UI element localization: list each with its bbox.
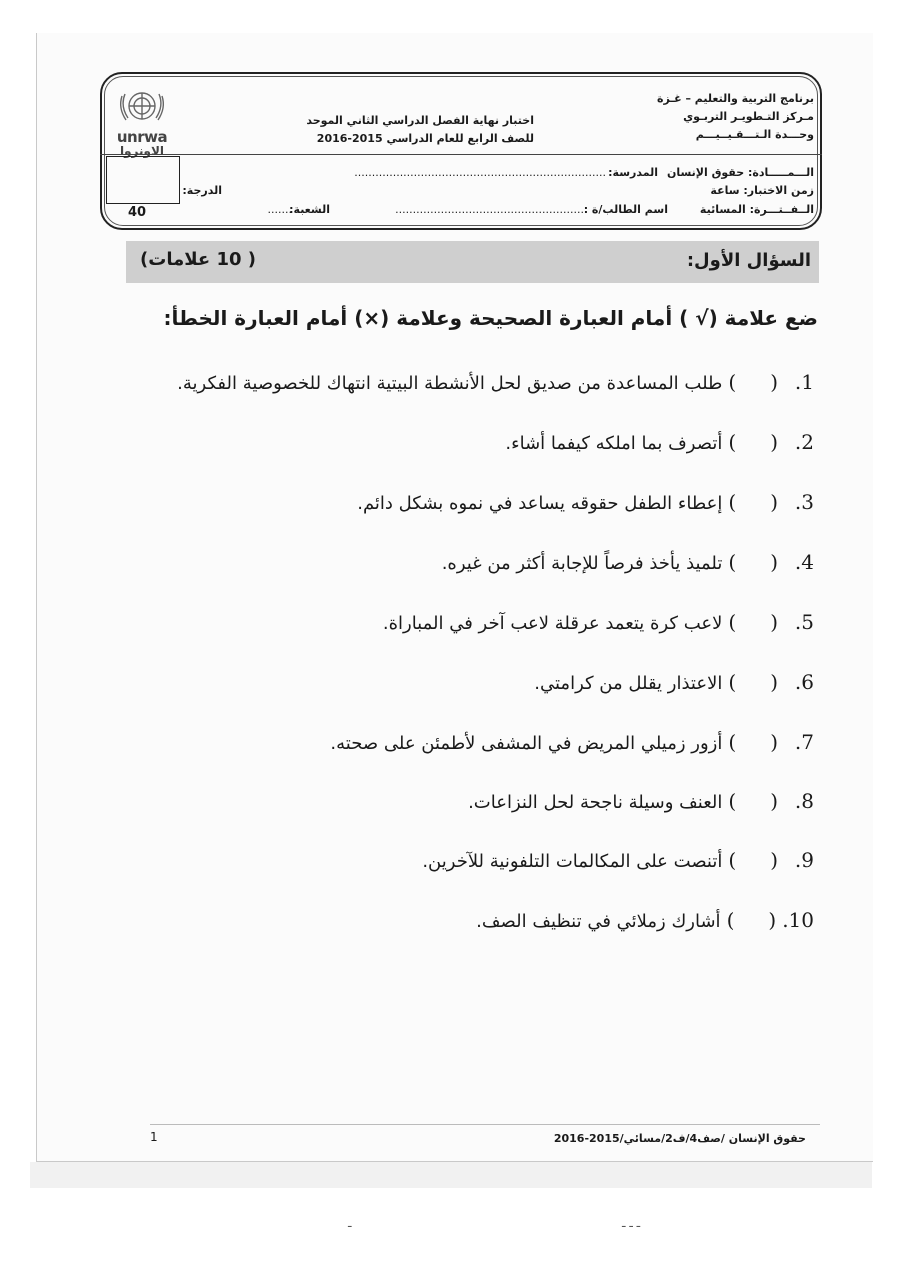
answer-slot[interactable]: () — [728, 789, 778, 813]
statement-item — [468, 789, 814, 813]
statement-item — [330, 730, 814, 754]
answer-slot[interactable]: () — [728, 550, 778, 574]
footer-page-number: 1 — [150, 1130, 158, 1144]
school-label: المدرسة: — [608, 166, 658, 179]
item-text: طلب المساعدة من صديق لحل الأنشطة البيتية انتهاك للخصوصية الفكرية. — [177, 373, 723, 394]
item-number: 7. — [794, 730, 814, 754]
item-text: تلميذ يأخذ فرصاً للإجابة أكثر من غيره. — [441, 553, 723, 574]
answer-slot[interactable]: () — [728, 730, 778, 754]
footer-divider — [150, 1124, 820, 1125]
item-text: إعطاء الطفل حقوقه يساعد في نموه بشكل دائم. — [357, 493, 723, 514]
school-field[interactable]: ........................................................................ — [354, 166, 606, 179]
logo-text-ar: الاونروا — [119, 144, 165, 158]
student-label: اسم الطالب/ة : — [583, 203, 668, 216]
statement-item — [177, 370, 814, 394]
item-text: الاعتذار يقلل من كرامتي. — [534, 673, 723, 694]
question-title: السؤال الأول: — [686, 250, 811, 271]
item-number: 10. — [782, 908, 814, 932]
scan-mark: ـ ـ ـ — [622, 1216, 641, 1230]
statement-item — [476, 908, 814, 932]
answer-slot[interactable]: () — [728, 670, 778, 694]
statement-item — [422, 848, 814, 872]
statement-item — [442, 550, 814, 574]
answer-slot[interactable]: () — [726, 908, 777, 932]
footer-course-code: حقوق الإنسان /صف4/ف2/مسائي/2015-2016 — [553, 1132, 806, 1145]
org-line-3: وحـــدة الـتـــقـيــيـــم — [695, 128, 814, 141]
org-line-2: مـركز التـطويـر التربـوي — [683, 110, 814, 123]
student-name-field[interactable]: ...................................................... — [395, 203, 584, 216]
item-number: 4. — [794, 550, 814, 574]
org-line-1: برنامج التربية والتعليم – غـزة — [657, 92, 814, 105]
section-label: الشعبة: — [289, 203, 330, 216]
statement-item — [383, 610, 814, 634]
grade-box[interactable] — [106, 156, 180, 204]
grade-total: 40 — [128, 205, 147, 220]
item-number: 5. — [794, 610, 814, 634]
subject-label: الـــمـــــادة: حقوق الإنسان — [666, 166, 814, 179]
item-text: لاعب كرة يتعمد عرقلة لاعب آخر في المباراة. — [382, 613, 723, 634]
statement-item — [534, 670, 814, 694]
answer-slot[interactable]: () — [728, 848, 778, 872]
item-text: أتصرف بما املكه كيفما أشاء. — [505, 433, 723, 454]
exam-class: للصف الرابع للعام الدراسي 2015-2016 — [316, 132, 534, 145]
question-instruction: ضع علامة (√ ) أمام العبارة الصحيحة وعلامة (×) أمام العبارة الخطأ: — [163, 306, 818, 330]
question-marks: ( 10 علامات) — [140, 249, 257, 270]
header-divider — [100, 154, 822, 155]
period-label: الــفــتـــرة: المسائية — [699, 203, 814, 216]
logo-text-en: unrwa — [116, 128, 168, 146]
exam-title: اختبار نهاية الفصل الدراسي الثاني الموحد — [306, 114, 534, 127]
time-label: زمن الاختبار: ساعة — [710, 184, 814, 197]
item-text: أشارك زملائي في تنظيف الصف. — [476, 911, 721, 932]
item-text: العنف وسيلة ناجحة لحل النزاعات. — [468, 792, 723, 813]
item-text: أتنصت على المكالمات التلفونية للآخرين. — [422, 851, 723, 872]
item-number: 3. — [794, 490, 814, 514]
item-text: أزور زميلي المريض في المشفى لأطمئن على صحته. — [330, 733, 723, 754]
scan-shadow — [30, 1162, 872, 1188]
item-number: 1. — [794, 370, 814, 394]
answer-slot[interactable]: () — [728, 370, 778, 394]
answer-slot[interactable]: () — [728, 490, 778, 514]
statement-item — [505, 430, 814, 454]
scan-mark: ـ — [348, 1216, 352, 1230]
item-number: 6. — [794, 670, 814, 694]
answer-slot[interactable]: () — [728, 610, 778, 634]
section-field[interactable]: ....... — [267, 203, 292, 216]
item-number: 2. — [794, 430, 814, 454]
answer-slot[interactable]: () — [728, 430, 778, 454]
grade-label: الدرجة: — [182, 184, 222, 197]
item-number: 8. — [794, 789, 814, 813]
item-number: 9. — [794, 848, 814, 872]
un-emblem-icon — [108, 84, 176, 130]
statement-item — [357, 490, 814, 514]
